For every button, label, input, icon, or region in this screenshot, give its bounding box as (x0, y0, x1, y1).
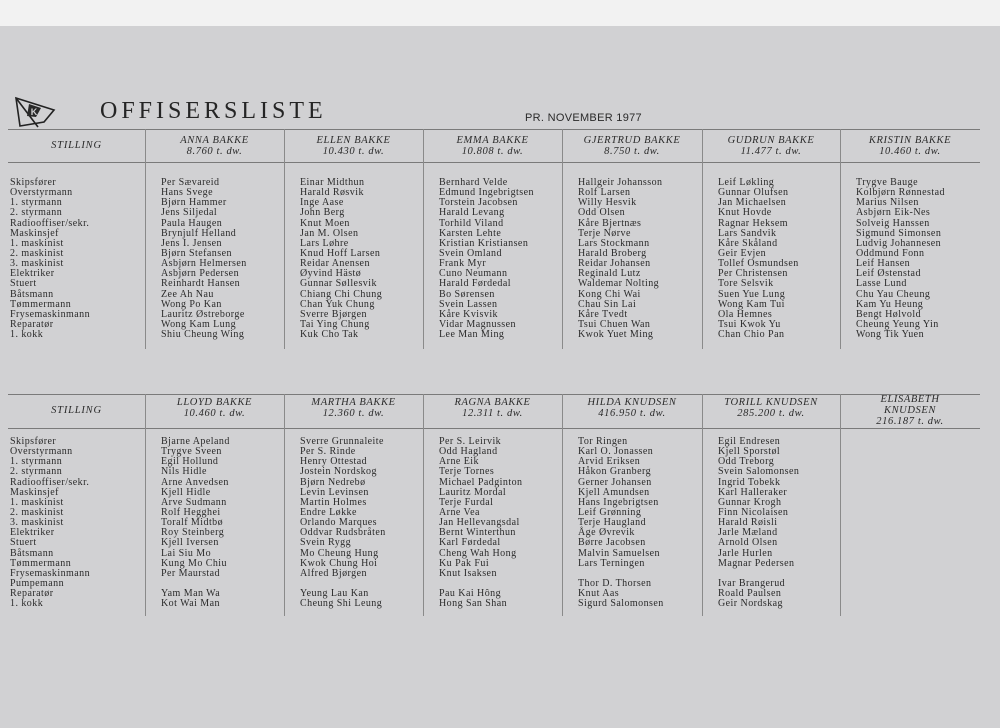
crew-name: Harald Røsvik (300, 187, 364, 199)
table-header-rule (8, 162, 980, 163)
position-label: Skipsfører (10, 177, 57, 188)
position-label: 1. styrmann (10, 456, 63, 468)
crew-name: Inge Aase (300, 197, 344, 209)
crew-name: Jan Michaelsen (718, 197, 787, 209)
crew-name: Harald Broberg (578, 247, 647, 259)
crew-column (300, 437, 386, 609)
table-top-rule (8, 394, 980, 395)
table-header-rule (8, 428, 980, 429)
crew-name: Terje Furdal (439, 496, 494, 508)
ship-tonnage: 416.950 t. dw. (598, 408, 666, 419)
crew-name: Lauritz Mordal (439, 486, 507, 498)
crew-name: Bo Sørensen (439, 288, 495, 300)
crew-name: Jostein Nordskog (300, 466, 377, 478)
crew-name: Ingrid Tobekk (718, 476, 781, 488)
crew-column (161, 178, 247, 340)
crew-name: Reinhardt Hansen (161, 278, 241, 290)
crew-name: Knut Hovde (718, 207, 772, 219)
crew-name: Cheung Shi Leung (300, 598, 383, 610)
crew-name: Knut Isaksen (439, 567, 497, 579)
crew-name: Lars Sandvik (718, 227, 777, 239)
crew-name: Cuno Neumann (439, 268, 508, 280)
position-label: Elektriker (10, 527, 55, 539)
crew-name: Frank Myr (439, 258, 487, 270)
position-label: 1. styrmann (10, 197, 63, 209)
crew-name: Chiang Chi Chung (300, 288, 383, 300)
position-label: Skipsfører (10, 436, 57, 447)
position-label: Maskinsjef (10, 227, 59, 239)
position-label: Overstyrmann (10, 446, 73, 458)
crew-name: Lars Terningen (578, 557, 645, 569)
ship-name: EMMA BAKKE (456, 135, 529, 146)
position-label: Tømmermann (10, 557, 72, 569)
crew-name: Shiu Cheung Wing (161, 329, 245, 341)
crew-name: Svein Rygg (300, 537, 352, 549)
crew-name: Reidar Anensen (300, 258, 370, 270)
crew-name: Karl Førdedal (439, 537, 501, 549)
position-label: 3. maskinist (10, 517, 64, 529)
ship-tonnage: 10.808 t. dw. (461, 146, 524, 157)
ship-name: GJERTRUD BAKKE (583, 135, 681, 146)
ship-header (702, 397, 840, 419)
crew-name: Per S. Leirvik (439, 436, 502, 447)
crew-column (578, 178, 662, 340)
ship-name: MARTHA BAKKE (311, 397, 396, 408)
crew-name: Kung Mo Chiu (161, 557, 227, 569)
crew-name: Thor D. Thorsen (578, 577, 652, 589)
ship-header (145, 135, 284, 157)
shipping-company-flag-logo (14, 96, 58, 128)
column-divider (562, 129, 563, 349)
crew-name: Per Sævareid (161, 177, 220, 188)
crew-name: Martin Holmes (300, 496, 367, 508)
crew-name: Ivar Brangerud (718, 577, 786, 589)
position-label: Båtsmann (10, 288, 54, 300)
ship-header (562, 397, 702, 419)
crew-name: Gunnar Krogh (718, 496, 782, 508)
crew-name: Wong Kam Tui (718, 298, 785, 310)
position-label: Tømmermann (10, 298, 72, 310)
crew-name: Leif Grønning (578, 506, 642, 518)
crew-name: Einar Midthun (300, 177, 365, 188)
position-label: Stuert (10, 537, 37, 549)
position-label: Radiooffiser/sekr. (10, 476, 90, 488)
crew-name: Odd Hagland (439, 446, 498, 458)
crew-column (856, 178, 945, 340)
crew-name: Bjørn Nedrebø (300, 476, 366, 488)
crew-name: Bjørn Stefansen (161, 247, 232, 259)
crew-name: Wong Po Kan (161, 298, 222, 310)
crew-name: Jarle Mæland (718, 527, 778, 539)
crew-name: Jarle Hurlen (718, 547, 773, 559)
crew-name: Reginald Lutz (578, 268, 641, 280)
crew-name: Geir Evjen (718, 247, 767, 259)
crew-name: Tai Ying Chung (300, 318, 370, 330)
crew-name: Marius Nilsen (856, 197, 919, 209)
positions-column (10, 178, 90, 340)
position-label: Frysemaskinmann (10, 308, 91, 320)
crew-name: Odd Olsen (578, 207, 626, 219)
crew-name: Pau Kai Hông (439, 588, 502, 600)
crew-name: Harald Levang (439, 207, 505, 219)
crew-name: Kåre Skåland (718, 237, 778, 249)
column-divider (702, 394, 703, 616)
crew-name: Knud Hoff Larsen (300, 247, 381, 259)
stilling-header: STILLING (51, 140, 102, 151)
crew-name: Magnar Pedersen (718, 557, 795, 569)
crew-name: Rolf Hegghei (161, 506, 221, 518)
position-label: Frysemaskinmann (10, 567, 91, 579)
ship-header (145, 397, 284, 419)
crew-name: Terje Nørve (578, 227, 631, 239)
crew-name: Ragnar Heksem (718, 217, 788, 229)
crew-name: Hans Svege (161, 187, 213, 199)
column-divider (562, 394, 563, 616)
crew-name: Arne Vea (439, 506, 480, 518)
crew-name: Kåre Tvedt (578, 308, 628, 320)
crew-name: Nils Hidle (161, 466, 207, 478)
position-label: 1. maskinist (10, 237, 64, 249)
column-divider (145, 129, 146, 349)
crew-name: Finn Nicolaisen (718, 506, 789, 518)
crew-name: Suen Yue Lung (718, 288, 786, 300)
crew-name: Oddmund Fonn (856, 247, 925, 259)
crew-name: Bernhard Velde (439, 177, 508, 188)
ship-name: KRISTIN BAKKE (868, 135, 952, 146)
ship-tonnage: 8.760 t. dw. (186, 146, 243, 157)
crew-name: Per S. Rinde (300, 446, 356, 458)
crew-name: Alfred Bjørgen (300, 567, 367, 579)
crew-column (161, 437, 230, 609)
crew-name: Cheung Yeung Yin (856, 318, 939, 330)
ship-header (702, 135, 840, 157)
crew-name: Lars Løhre (300, 237, 349, 249)
ship-header (284, 135, 423, 157)
crew-name: Edmund Ingebrigtsen (439, 187, 534, 199)
crew-name: Malvin Samuelsen (578, 547, 660, 559)
ship-name: RAGNA BAKKE (454, 397, 531, 408)
crew-name: Torhild Viland (439, 217, 504, 229)
crew-name: Tore Selsvik (718, 278, 774, 290)
column-divider (423, 394, 424, 616)
position-label: Maskinsjef (10, 486, 59, 498)
crew-name: Roald Paulsen (718, 588, 782, 600)
crew-name: Chau Sin Lai (578, 298, 637, 310)
crew-name: Jan M. Olsen (300, 227, 359, 239)
crew-name: Brynjulf Helland (161, 227, 237, 239)
crew-name: Lee Man Ming (439, 329, 505, 341)
ship-name: ANNA BAKKE (180, 135, 249, 146)
crew-name: Per Maurstad (161, 567, 220, 579)
crew-name: Ola Hemnes (718, 308, 773, 320)
ship-tonnage: 12.360 t. dw. (322, 408, 385, 419)
position-label: 2. maskinist (10, 247, 64, 259)
crew-name: Terje Haugland (578, 517, 647, 529)
crew-name: Kwok Yuet Ming (578, 329, 654, 341)
crew-name: Tsui Kwok Yu (718, 318, 781, 330)
ship-header (840, 394, 980, 427)
ship-name: GUDRUN BAKKE (727, 135, 815, 146)
crew-name: Kjell Hidle (161, 486, 211, 498)
crew-name: Leif Østenstad (856, 268, 921, 280)
crew-name: Karsten Lehte (439, 227, 502, 239)
column-divider (702, 129, 703, 349)
ship-tonnage: 11.477 t. dw. (740, 146, 802, 157)
crew-name: Toralf Midtbø (161, 517, 224, 529)
crew-name: John Berg (300, 207, 345, 219)
ship-tonnage: 10.430 t. dw. (322, 146, 385, 157)
crew-name: Odd Treborg (718, 456, 775, 468)
crew-name: Børre Jacobsen (578, 537, 646, 549)
ship-tonnage: 10.460 t. dw. (879, 146, 941, 157)
position-label: Elektriker (10, 268, 55, 280)
crew-name: Kot Wai Man (161, 598, 220, 610)
position-label: Pumpemann (10, 577, 65, 589)
crew-name: Lasse Lund (856, 278, 907, 290)
column-divider (284, 129, 285, 349)
crew-name: Leif Hansen (856, 258, 911, 270)
crew-name: Yeung Lau Kan (300, 588, 369, 600)
crew-name: Lai Siu Mo (161, 547, 212, 559)
crew-name: Tsui Chuen Wan (578, 318, 651, 330)
crew-column (439, 437, 522, 609)
crew-name: Kolbjørn Rønnestad (856, 187, 945, 199)
position-label: Reparatør (10, 588, 54, 600)
crew-name: Sverre Bjørgen (300, 308, 367, 320)
crew-name: Per Christensen (718, 268, 788, 280)
crew-name: Waldemar Nolting (578, 278, 660, 290)
crew-name: Bjørn Hammer (161, 197, 227, 209)
position-label: 2. maskinist (10, 506, 64, 518)
crew-name: Arnold Olsen (718, 537, 778, 549)
crew-name: Arne Eik (439, 456, 479, 468)
crew-name: Kong Chi Wai (578, 288, 641, 300)
crew-name: Tollef Osmundsen (718, 258, 799, 270)
crew-column (718, 437, 799, 609)
crew-name: Kam Yu Heung (856, 298, 924, 310)
crew-name: Paula Haugen (161, 217, 223, 229)
crew-name: Torstein Jacobsen (439, 197, 518, 209)
position-label: 1. kokk (10, 329, 44, 341)
crew-name: Sigmund Simonsen (856, 227, 942, 239)
crew-name: Chu Yau Cheung (856, 288, 931, 300)
crew-name: Egil Endresen (718, 436, 781, 447)
crew-name: Lars Stockmann (578, 237, 650, 249)
crew-name: Kåre Bjertnæs (578, 217, 642, 229)
crew-name: Svein Lassen (439, 298, 498, 310)
column-divider (145, 394, 146, 616)
crew-name: Arne Anvedsen (161, 476, 229, 488)
column-divider (423, 129, 424, 349)
logo-letter: K (30, 107, 38, 117)
crew-name: Kjell Sporstøl (718, 446, 781, 458)
ship-name: ELLEN BAKKE (316, 135, 391, 146)
ship-header (284, 397, 423, 419)
crew-name: Harald Røisli (718, 517, 778, 529)
column-divider (840, 129, 841, 349)
crew-name: Bengt Hølvold (856, 308, 922, 320)
ship-tonnage: 285.200 t. dw. (737, 408, 805, 419)
crew-name: Kwok Chung Hoi (300, 557, 378, 569)
position-label: 2. styrmann (10, 466, 63, 478)
position-label: Båtsmann (10, 547, 54, 559)
crew-name: Gunnar Søllesvik (300, 278, 377, 290)
position-label: Radiooffiser/sekr. (10, 217, 90, 229)
crew-name: Knut Moen (300, 217, 350, 229)
position-label: 3. maskinist (10, 258, 64, 270)
ship-header (562, 135, 702, 157)
crew-name: Wong Kam Lung (161, 318, 237, 330)
crew-name: Cheng Wah Hong (439, 547, 517, 559)
crew-name: Kuk Cho Tak (300, 329, 359, 341)
crew-name: Harald Førdedal (439, 278, 512, 290)
crew-name: Levin Levinsen (300, 486, 369, 498)
crew-name: Jens Siljedal (161, 207, 218, 219)
crew-name: Orlando Marques (300, 517, 378, 529)
crew-name: Karl O. Jonassen (578, 446, 654, 458)
crew-name: Karl Halleraker (718, 486, 788, 498)
crew-name: Arve Sudmann (161, 496, 227, 508)
position-label: Overstyrmann (10, 187, 73, 199)
document-date: PR. NOVEMBER 1977 (525, 112, 642, 124)
column-divider (284, 394, 285, 616)
crew-name: Trygve Bauge (856, 177, 918, 188)
column-divider (840, 394, 841, 616)
crew-name: Øyvind Hästø (300, 268, 362, 280)
crew-name: Chan Yuk Chung (300, 298, 375, 310)
ship-name: HILDA KNUDSEN (587, 397, 677, 408)
crew-name: Solveig Hanssen (856, 217, 930, 229)
crew-name: Svein Omland (439, 247, 502, 259)
crew-name: Leif Løkling (718, 177, 775, 188)
crew-name: Hallgeir Johansson (578, 177, 663, 188)
ship-tonnage: 8.750 t. dw. (604, 146, 660, 157)
crew-name: Hans Ingebrigtsen (578, 496, 659, 508)
crew-column (718, 178, 799, 340)
crew-name: Geir Nordskag (718, 598, 784, 610)
crew-column (578, 437, 664, 609)
crew-name: Ludvig Johannesen (856, 237, 942, 249)
crew-column (300, 178, 382, 340)
crew-name: Sigurd Salomonsen (578, 598, 664, 610)
crew-name: Jens I. Jensen (161, 237, 223, 249)
crew-name: Asbjørn Eik-Nes (856, 207, 931, 219)
stilling-header: STILLING (51, 405, 102, 416)
position-label: 2. styrmann (10, 207, 63, 219)
crew-name: Oddvar Rudsbråten (300, 527, 386, 539)
crew-name: Reidar Johansen (578, 258, 651, 270)
position-label: 1. maskinist (10, 496, 64, 508)
crew-name: Jan Hellevangsdal (439, 517, 520, 529)
position-label: Stuert (10, 278, 37, 290)
crew-name: Chan Chio Pan (718, 329, 785, 341)
crew-name: Gunnar Olufsen (718, 187, 789, 199)
crew-name: Gerner Johansen (578, 476, 652, 488)
crew-name: Kristian Kristiansen (439, 237, 529, 249)
crew-name: Egil Hollund (161, 456, 219, 468)
ship-name: LLOYD BAKKE (176, 397, 253, 408)
crew-name: Asbjørn Helmersen (161, 258, 247, 270)
crew-name: Terje Tornes (439, 466, 495, 478)
ship-name-line1: ELISABETH (880, 394, 940, 405)
document-title: OFFISERSLISTE (100, 98, 327, 124)
ship-header (423, 397, 562, 419)
crew-name: Hong San Shan (439, 598, 508, 610)
crew-name: Roy Steinberg (161, 527, 225, 539)
ship-name-line2: KNUDSEN (883, 405, 937, 416)
crew-name: Tor Ringen (578, 436, 628, 447)
ship-tonnage: 216.187 t. dw. (876, 416, 944, 427)
crew-name: Håkon Granberg (578, 466, 652, 478)
crew-column (439, 178, 534, 340)
crew-name: Lauritz Østreborge (161, 308, 245, 320)
crew-name: Asbjørn Pedersen (161, 268, 240, 280)
crew-name: Trygve Sveen (161, 446, 222, 458)
crew-name: Yam Man Wa (161, 588, 221, 600)
document-sheet (0, 26, 1000, 728)
positions-column (10, 437, 90, 609)
crew-name: Rolf Larsen (578, 187, 631, 199)
crew-name: Bjarne Apeland (161, 436, 230, 447)
crew-name: Knut Aas (578, 588, 620, 600)
position-label: Reparatør (10, 318, 54, 330)
position-label: 1. kokk (10, 598, 44, 610)
crew-name: Michael Padginton (439, 476, 523, 488)
crew-name: Bernt Winterthun (439, 527, 516, 539)
crew-name: Kjell Iversen (161, 537, 219, 549)
crew-name: Wong Tik Yuen (856, 329, 925, 341)
crew-name: Vidar Magnussen (439, 318, 516, 330)
crew-name: Åge Øvrevik (578, 527, 635, 539)
crew-name: Svein Salomonsen (718, 466, 800, 478)
crew-name: Kjell Amundsen (578, 486, 650, 498)
crew-name: Arvid Eriksen (578, 456, 641, 468)
crew-name: Sverre Grunnaleite (300, 436, 384, 447)
crew-name: Ku Pak Fui (439, 557, 490, 569)
crew-name: Zee Ah Nau (161, 288, 214, 300)
ship-name: TORILL KNUDSEN (724, 397, 818, 408)
ship-header (840, 135, 980, 157)
crew-name: Mo Cheung Hung (300, 547, 379, 559)
ship-tonnage: 12.311 t. dw. (462, 408, 523, 419)
crew-name: Willy Hesvik (578, 197, 637, 209)
ship-header (423, 135, 562, 157)
ship-tonnage: 10.460 t. dw. (183, 408, 246, 419)
table-top-rule (8, 129, 980, 130)
crew-name: Kåre Kvisvik (439, 308, 498, 320)
crew-name: Endre Løkke (300, 506, 357, 518)
crew-name: Henry Ottestad (300, 456, 368, 468)
